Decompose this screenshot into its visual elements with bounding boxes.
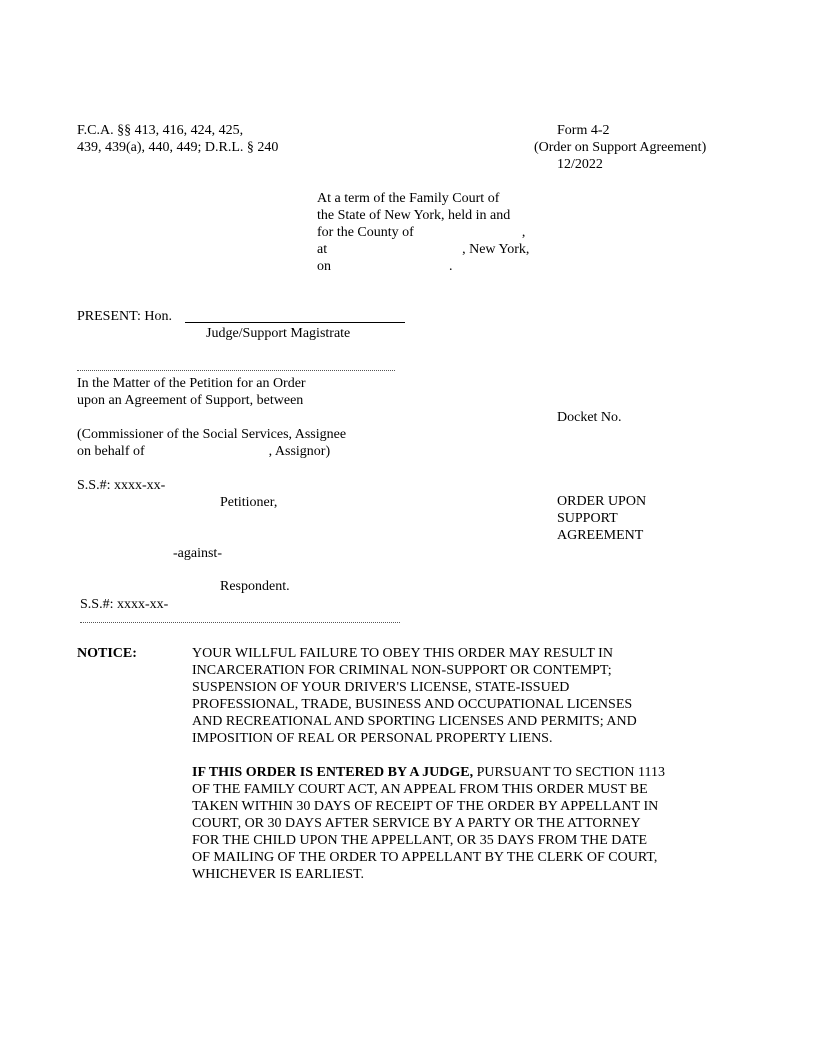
notice-p2-line: COURT, OR 30 DAYS AFTER SERVICE BY A PARTY OR THE ATTORNEY — [192, 816, 641, 831]
order-title-line-3: AGREEMENT — [557, 528, 644, 543]
notice-p2-line: OF MAILING OF THE ORDER TO APPELLANT BY THE CLERK OF COURT, — [192, 850, 658, 865]
order-title-line-1: ORDER UPON — [557, 494, 647, 509]
commissioner-line-1: (Commissioner of the Social Services, Assignee — [77, 427, 347, 442]
notice-p1-line: YOUR WILLFUL FAILURE TO OBEY THIS ORDER MAY RESULT IN — [192, 646, 613, 661]
notice-p2-line: WHICHEVER IS EARLIEST. — [192, 867, 364, 882]
county-label: for the County of — [317, 225, 414, 240]
form-number: Form 4-2 — [557, 123, 610, 138]
petitioner-label: Petitioner, — [220, 495, 278, 510]
respondent-label: Respondent. — [220, 579, 290, 594]
caption-top-divider — [77, 370, 395, 371]
notice-p2-first-rest: PURSUANT TO SECTION 1113 — [473, 765, 665, 780]
form-name: (Order on Support Agreement) — [534, 140, 707, 155]
location-label: at — [317, 242, 328, 257]
present-label: PRESENT: Hon. — [77, 309, 172, 324]
on-behalf-label: on behalf of — [77, 444, 145, 459]
form-date: 12/2022 — [557, 157, 603, 172]
assignor-label: , Assignor) — [268, 444, 331, 459]
notice-p1-line: SUSPENSION OF YOUR DRIVER'S LICENSE, STATE-ISSUED — [192, 680, 570, 695]
date-period: . — [449, 259, 453, 274]
statute-citation — [77, 122, 278, 156]
judge-title: Judge/Support Magistrate — [206, 326, 351, 341]
notice-p2-line: FOR THE CHILD UPON THE APPELLANT, OR 35 DAYS FROM THE DATE — [192, 833, 648, 848]
order-title — [557, 493, 646, 544]
notice-p2-first-line — [192, 764, 665, 781]
matter-title — [77, 375, 306, 409]
notice-p1-line: INCARCERATION FOR CRIMINAL NON-SUPPORT OR CONTEMPT; — [192, 663, 612, 678]
order-title-line-2: SUPPORT — [557, 511, 618, 526]
commissioner-block — [77, 426, 346, 460]
notice-paragraph-2 — [192, 764, 665, 883]
notice-p1-line: IMPOSITION OF REAL OR PERSONAL PROPERTY LIENS. — [192, 731, 553, 746]
notice-p1-line: AND RECREATIONAL AND SPORTING LICENSES AND PERMITS; AND — [192, 714, 637, 729]
notice-paragraph-1 — [192, 645, 637, 747]
location-suffix: , New York, — [462, 242, 530, 257]
term-line-2: the State of New York, held in and — [317, 208, 511, 223]
judge-signature-line[interactable] — [185, 322, 405, 323]
notice-p1-line: PROFESSIONAL, TRADE, BUSINESS AND OCCUPATIONAL LICENSES — [192, 697, 633, 712]
caption-bottom-divider — [80, 622, 400, 623]
county-comma: , — [521, 225, 526, 240]
term-county-line — [317, 224, 557, 241]
against-label: -against- — [173, 546, 222, 561]
notice-p2-line: TAKEN WITHIN 30 DAYS OF RECEIPT OF THE ORDER BY APPELLANT IN — [192, 799, 659, 814]
term-line-1: At a term of the Family Court of — [317, 191, 500, 206]
court-term-block — [317, 190, 557, 275]
term-date-line — [317, 258, 557, 275]
statute-line-2: 439, 439(a), 440, 449; D.R.L. § 240 — [77, 140, 279, 155]
matter-line-2: upon an Agreement of Support, between — [77, 393, 304, 408]
notice-p2-bold-lead: IF THIS ORDER IS ENTERED BY A JUDGE, — [192, 765, 474, 780]
term-location-line — [317, 241, 557, 258]
notice-p2-line: OF THE FAMILY COURT ACT, AN APPEAL FROM THIS ORDER MUST BE — [192, 782, 648, 797]
matter-line-1: In the Matter of the Petition for an Order — [77, 376, 306, 391]
statute-line-1: F.C.A. §§ 413, 416, 424, 425, — [77, 123, 244, 138]
notice-label: NOTICE: — [77, 646, 137, 661]
petitioner-ssn: S.S.#: xxxx-xx- — [77, 478, 166, 493]
respondent-ssn: S.S.#: xxxx-xx- — [80, 597, 169, 612]
docket-number-label: Docket No. — [557, 410, 622, 425]
commissioner-line-2 — [77, 443, 346, 460]
date-label: on — [317, 259, 331, 274]
